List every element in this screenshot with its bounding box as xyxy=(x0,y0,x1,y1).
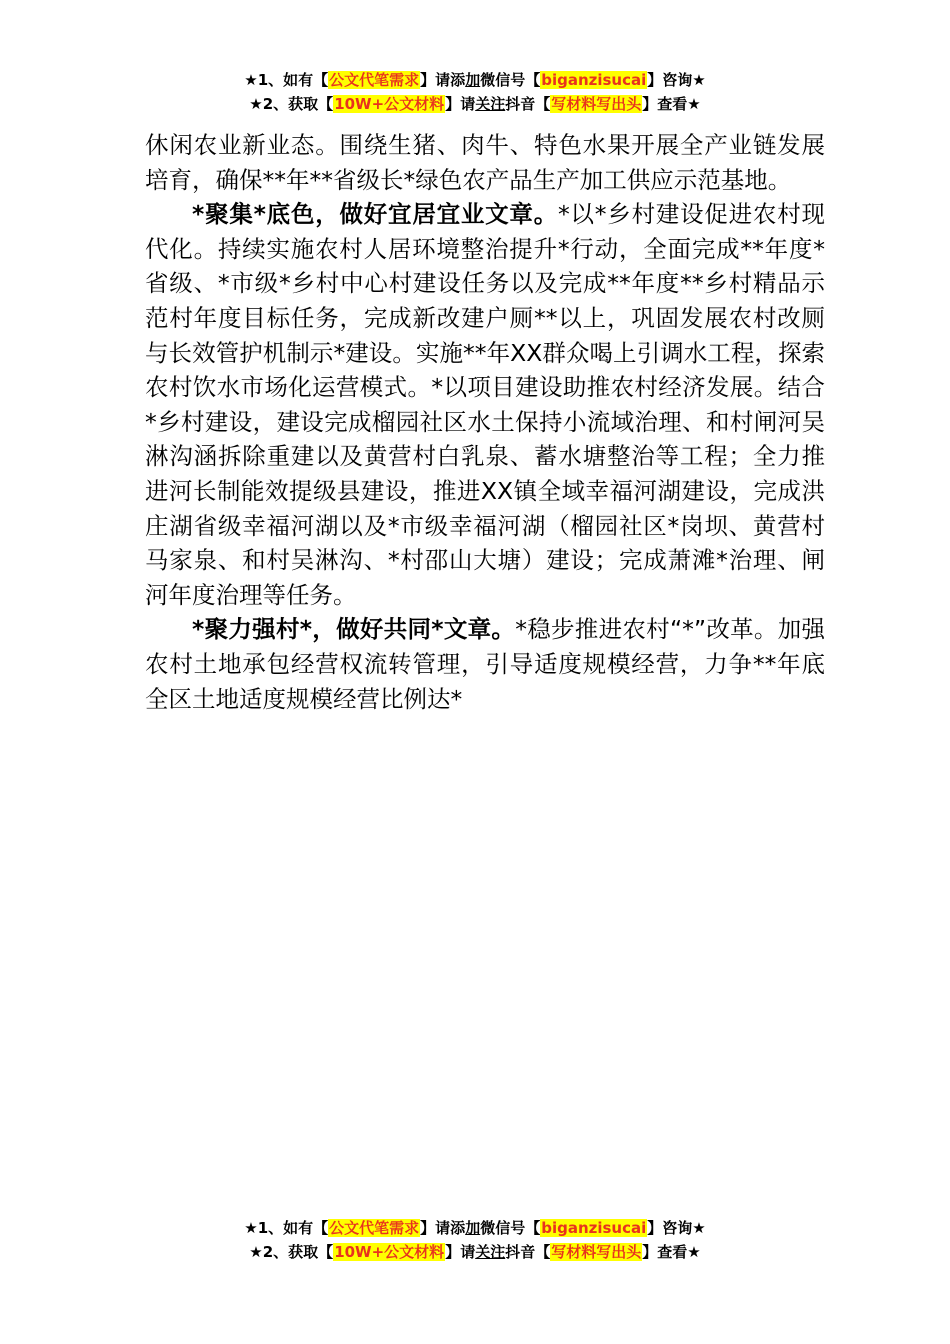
promo-underlined: 加 xyxy=(465,71,481,89)
promo-text: ★1、如有【 xyxy=(244,71,329,89)
promo-line-1 xyxy=(0,1216,950,1240)
promo-text: 微信号【 xyxy=(480,1219,541,1237)
paragraph-3 xyxy=(145,612,825,716)
promo-text: 抖音【 xyxy=(505,1243,551,1261)
promo-highlight: 10W+公文材料 xyxy=(334,95,445,113)
promo-underlined: 关注 xyxy=(475,95,506,113)
paragraph-text: *以*乡村建设促进农村现代化。持续实施农村人居环境整治提升*行动，全面完成**年度*省级、*市级*乡村中心村建设任务以及完成**年度**乡村精品示范村年度目标任务，完成新改建户厕**以上，巩固发展农村改厕与长效管护机制示*建设。实施**年XX群众喝上引调水工程，探索农村饮水市场化运营模式。*以项目建设助推农村经济发展。结合*乡村建设，建设完成榴园社区水土保持小流域治理、和村闸河吴淋沟涵拆除重建以及黄营村白乳泉、蓄水塘整治等工程；全力推进河长制能效提级县建设，推进XX镇全域幸福河湖建设，完成洪庄湖省级幸福河湖以及*市级幸福河湖（榴园社区*岗坝、黄营村马家泉、和村吴淋沟、*村邵山大塘）建设；完成萧滩*治理、闸河年度治理等任务。 xyxy=(145,200,825,609)
promo-highlight: 公文代笔需求 xyxy=(329,1219,420,1237)
promo-highlight: biganzisucai xyxy=(541,71,647,89)
promo-line-2 xyxy=(0,1240,950,1264)
promo-line-2 xyxy=(0,92,950,116)
bottom-promo-banner xyxy=(0,1216,950,1264)
promo-text: 微信号【 xyxy=(480,71,541,89)
promo-text: 】请 xyxy=(445,95,476,113)
document-body xyxy=(145,128,825,716)
promo-text: 】请添 xyxy=(420,1219,466,1237)
promo-text: 】请 xyxy=(445,1243,476,1261)
top-promo-banner xyxy=(0,68,950,116)
promo-highlight: 10W+公文材料 xyxy=(334,1243,445,1261)
promo-underlined: 关注 xyxy=(475,1243,506,1261)
paragraph-text: *稳步推进农村“*”改革。加强农村土地承包经营权流转管理，引导适度规模经营，力争**年底全区土地适度规模经营比例达* xyxy=(145,615,825,713)
paragraph-2 xyxy=(145,197,825,612)
promo-text: 】咨询★ xyxy=(647,1219,706,1237)
paragraph-heading: *聚集*底色，做好宜居宜业文章。 xyxy=(192,200,558,229)
promo-text: 抖音【 xyxy=(505,95,551,113)
promo-text: 】查看★ xyxy=(642,1243,701,1261)
promo-text: ★2、获取【 xyxy=(249,95,334,113)
promo-text: ★2、获取【 xyxy=(249,1243,334,1261)
paragraph-heading: *聚力强村*，做好共同*文章。 xyxy=(192,615,516,644)
promo-highlight: 写材料写出头 xyxy=(551,95,642,113)
promo-underlined: 加 xyxy=(465,1219,481,1237)
promo-line-1 xyxy=(0,68,950,92)
promo-highlight: 写材料写出头 xyxy=(551,1243,642,1261)
paragraph-1: 休闲农业新业态。围绕生猪、肉牛、特色水果开展全产业链发展培育，确保**年**省级长*绿色农产品生产加工供应示范基地。 xyxy=(145,131,825,194)
promo-text: ★1、如有【 xyxy=(244,1219,329,1237)
promo-highlight: biganzisucai xyxy=(541,1219,647,1237)
promo-text: 】咨询★ xyxy=(647,71,706,89)
promo-highlight: 公文代笔需求 xyxy=(329,71,420,89)
promo-text: 】请添 xyxy=(420,71,466,89)
promo-text: 】查看★ xyxy=(642,95,701,113)
